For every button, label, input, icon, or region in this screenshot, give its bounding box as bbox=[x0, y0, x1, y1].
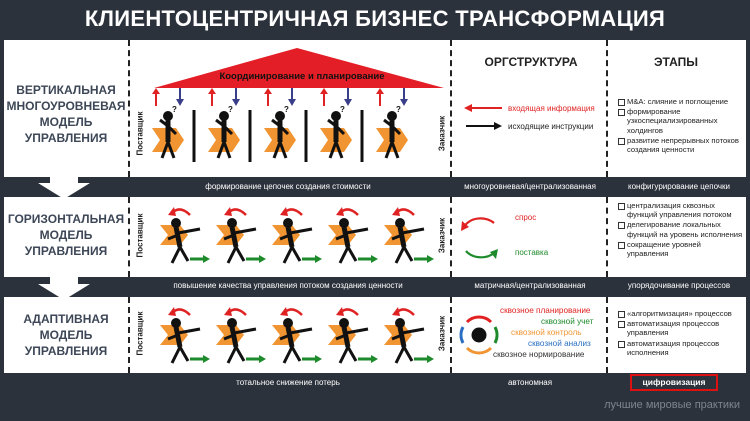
supplier-label: Поставщик bbox=[135, 111, 145, 156]
adaptive-model-panel bbox=[4, 297, 746, 373]
strip-result-2: повышение качества управления потоком создания ценности bbox=[173, 281, 403, 290]
supplier-label: Поставщик bbox=[135, 213, 145, 258]
strip-org-2: матричная/централизованная bbox=[474, 281, 586, 290]
column-divider bbox=[450, 197, 452, 277]
strip-stage-1: конфигурирование цепочки bbox=[627, 182, 730, 191]
outgoing-instructions-legend: исходящие инструкции bbox=[508, 122, 594, 131]
worker-figure bbox=[264, 88, 306, 162]
stage-item: централизация сквозных функций управления потоком bbox=[618, 201, 744, 219]
strip-org-1: многоуровневая/централизованная bbox=[464, 182, 596, 191]
checkbox-icon bbox=[618, 99, 625, 106]
stages-header: ЭТАПЫ bbox=[654, 55, 698, 69]
checkbox-icon bbox=[618, 341, 625, 348]
column-divider bbox=[128, 197, 130, 277]
vertical-workers-illustration bbox=[144, 88, 444, 172]
down-arrow-icon bbox=[38, 175, 90, 199]
demand-supply-cycle bbox=[460, 209, 500, 269]
adaptive-model-title: АДАПТИВНАЯ МОДЕЛЬ УПРАВЛЕНИЯ bbox=[23, 312, 109, 358]
best-practices-note: лучшие мировые практики bbox=[604, 399, 740, 411]
customer-label: Заказчик bbox=[437, 217, 447, 254]
checkbox-icon bbox=[618, 203, 625, 210]
checkbox-icon bbox=[618, 321, 625, 328]
horizontal-model-title: ГОРИЗОНТАЛЬНАЯ МОДЕЛЬ УПРАВЛЕНИЯ bbox=[7, 212, 125, 258]
vertical-model-title: ВЕРТИКАЛЬНАЯ МНОГОУРОВНЕВАЯ МОДЕЛЬ УПРАВЛЕНИЯ bbox=[6, 83, 126, 145]
stage-item: M&A: слияние и поглощение bbox=[618, 97, 744, 106]
column-divider bbox=[128, 40, 130, 177]
supplier-label: Поставщик bbox=[135, 311, 145, 356]
stage-item: «алгоритмизация» процессов bbox=[618, 309, 744, 318]
cycle-accounting-label: сквозной учет bbox=[541, 317, 594, 326]
stage-item: развитие непрерывных потоков создания ценности bbox=[618, 136, 744, 154]
vertical-model-panel bbox=[4, 40, 746, 177]
strip-result-1: формирование цепочек создания стоимости bbox=[205, 182, 371, 191]
column-divider bbox=[128, 297, 130, 373]
demand-legend: спрос bbox=[515, 213, 537, 222]
cycle-planning-label: сквозное планирование bbox=[500, 306, 591, 315]
stage-item: делегирование локальных функций на уровень исполнения bbox=[618, 220, 744, 238]
worker-figure bbox=[376, 88, 408, 158]
incoming-info-legend: входящая информация bbox=[508, 104, 595, 113]
column-divider bbox=[606, 297, 608, 373]
checkbox-icon bbox=[618, 222, 625, 229]
worker-figure bbox=[320, 88, 362, 162]
cycle-norming-label: сквозное нормирование bbox=[493, 350, 585, 359]
customer-label: Заказчик bbox=[437, 315, 447, 352]
stage-item: автоматизация процессов исполнения bbox=[618, 339, 744, 357]
strip-result-3: тотальное снижение потерь bbox=[236, 378, 340, 387]
worker-figure bbox=[328, 307, 378, 363]
svg-text:?: ? bbox=[228, 105, 233, 114]
adaptive-workers-illustration bbox=[154, 301, 444, 371]
svg-text:?: ? bbox=[340, 105, 345, 114]
column-divider bbox=[450, 297, 452, 373]
svg-text:?: ? bbox=[396, 105, 401, 114]
coordination-roof bbox=[152, 46, 452, 90]
worker-figure bbox=[272, 307, 322, 363]
stage-item: автоматизация процессов управления bbox=[618, 319, 744, 337]
worker-figure bbox=[208, 88, 250, 162]
strip-stage-2: упорядочивание процессов bbox=[627, 281, 731, 290]
worker-figure bbox=[328, 207, 378, 263]
svg-text:?: ? bbox=[284, 105, 289, 114]
supply-legend: поставка bbox=[515, 248, 549, 257]
checkbox-icon bbox=[618, 138, 625, 145]
worker-figure bbox=[384, 207, 434, 263]
digitalization-highlight: цифровизация bbox=[630, 374, 718, 391]
horizontal-workers-illustration bbox=[154, 201, 444, 273]
cycle-analysis-label: сквозной анализ bbox=[528, 339, 591, 348]
svg-text:?: ? bbox=[172, 105, 177, 114]
worker-figure bbox=[216, 207, 266, 263]
column-divider bbox=[606, 197, 608, 277]
worker-figure bbox=[384, 307, 434, 363]
checkbox-icon bbox=[618, 311, 625, 318]
vertical-stages-list bbox=[618, 97, 744, 155]
roof-label: Координирование и планирование bbox=[219, 71, 385, 82]
stage-item: сокращение уровней управления bbox=[618, 240, 744, 258]
worker-figure bbox=[152, 88, 194, 162]
legend-arrows bbox=[464, 102, 504, 132]
worker-figure bbox=[160, 307, 210, 363]
checkbox-icon bbox=[618, 242, 625, 249]
stage-item: формирование узкоспециализированных холдингов bbox=[618, 107, 744, 135]
worker-figure bbox=[272, 207, 322, 263]
cycle-control-label: сквозной контроль bbox=[511, 328, 582, 337]
worker-figure bbox=[216, 307, 266, 363]
orgstructure-header: ОРГСТРУКТУРА bbox=[484, 55, 578, 69]
customer-label: Заказчик bbox=[437, 115, 447, 152]
page-title: КЛИЕНТОЦЕНТРИЧНАЯ БИЗНЕС ТРАНСФОРМАЦИЯ bbox=[84, 6, 666, 31]
worker-figure bbox=[160, 207, 210, 263]
adaptive-stages-list bbox=[618, 309, 744, 358]
horizontal-stages-list bbox=[618, 201, 744, 259]
horizontal-model-panel bbox=[4, 197, 746, 277]
checkbox-icon bbox=[618, 109, 625, 116]
strip-org-3: автономная bbox=[507, 378, 553, 387]
